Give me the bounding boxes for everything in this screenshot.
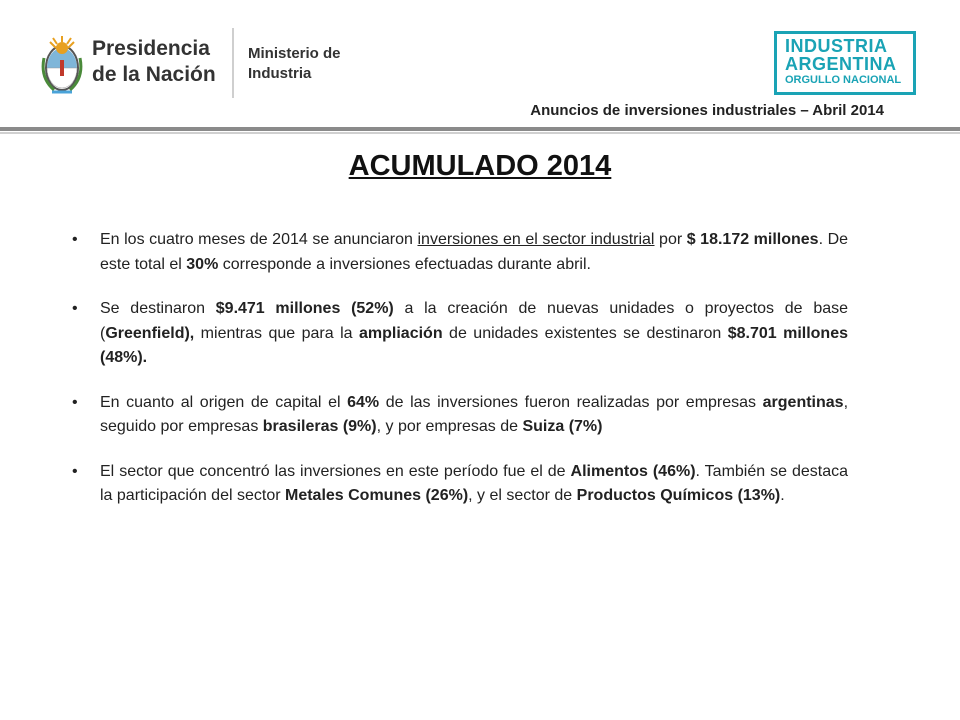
bullet-text-segment: por bbox=[654, 231, 687, 248]
bullet-item bbox=[70, 297, 848, 371]
industria-logo-line3: ORGULLO NACIONAL bbox=[785, 74, 902, 86]
presidencia-line2: de la Nación bbox=[92, 63, 216, 86]
bullet-text-segment: Alimentos (46%) bbox=[570, 462, 696, 480]
bullet-item bbox=[70, 391, 848, 440]
bullet-text-segment: , y por empresas de bbox=[376, 418, 523, 435]
bullet-text-segment: En cuanto al origen de capital el bbox=[100, 393, 348, 411]
bullet-text-segment: ampliación bbox=[359, 324, 443, 342]
industria-logo-line2: ARGENTINA bbox=[785, 54, 897, 74]
bullet-dot-icon: • bbox=[72, 393, 78, 411]
bullet-text-segment: brasileras (9%) bbox=[262, 418, 377, 435]
national-seal-icon bbox=[40, 28, 84, 100]
bullet-dot-icon: • bbox=[72, 462, 78, 480]
bullet-text-segment: En los cuatro meses de 2014 se anunciaron bbox=[100, 231, 418, 248]
bullet-item bbox=[70, 460, 848, 509]
bullet-text-segment: 64% bbox=[347, 393, 380, 411]
bullet-dot-icon: • bbox=[72, 231, 78, 248]
bullet-text-segment: inversiones en el sector industrial bbox=[417, 231, 655, 248]
bullet-text-segment: Productos Químicos (13%) bbox=[576, 487, 781, 504]
bullet-text-segment: corresponde a inversiones efectuadas durante abril. bbox=[218, 255, 591, 273]
header-rule-shadow bbox=[0, 132, 960, 134]
bullet-text-segment: . De este total el bbox=[100, 231, 849, 273]
ministerio-wordmark bbox=[248, 44, 341, 84]
bullet-text-segment: a la creación de nuevas unidades o proyectos de base ( bbox=[100, 300, 849, 342]
bullet-text-segment: de unidades existentes se destinaron bbox=[442, 324, 728, 342]
page-title: ACUMULADO 2014 bbox=[348, 150, 612, 182]
presidencia-line1: Presidencia bbox=[92, 37, 210, 60]
ministerio-line2: Industria bbox=[248, 65, 312, 82]
presidencia-logo bbox=[40, 28, 380, 102]
bullet-item bbox=[70, 228, 848, 277]
bullet-text-segment: Metales Comunes (26%) bbox=[284, 487, 469, 504]
header-rule bbox=[0, 127, 960, 131]
industria-logo-line1: INDUSTRIA bbox=[785, 36, 888, 56]
bullet-text-segment: Greenfield), bbox=[105, 324, 195, 342]
bullet-text-segment: Se destinaron bbox=[100, 300, 216, 317]
bullet-text-segment: $8.701 millones (48%). bbox=[100, 324, 848, 366]
bullet-text-segment: mientras que para la bbox=[194, 324, 360, 342]
bullet-text-segment: argentinas bbox=[762, 393, 844, 411]
bullet-dot-icon: • bbox=[72, 300, 78, 317]
bullet-text-segment: . bbox=[780, 487, 785, 504]
presidencia-wordmark bbox=[92, 36, 216, 88]
industria-argentina-logo bbox=[774, 31, 916, 95]
bullet-text-segment: El sector que concentró las inversiones en este período fue el de bbox=[100, 462, 571, 480]
bullet-text-segment: de las inversiones fueron realizadas por empresas bbox=[379, 393, 763, 411]
header-subtitle: Anuncios de inversiones industriales – Abril 2014 bbox=[530, 102, 884, 119]
ministerio-line1: Ministerio de bbox=[248, 45, 341, 62]
logo-divider bbox=[232, 28, 234, 98]
bullet-text-segment: $ 18.172 millones bbox=[686, 231, 819, 248]
bullet-text-segment: , seguido por empresas bbox=[100, 393, 849, 435]
bullet-list bbox=[70, 228, 848, 529]
bullet-text-segment: Suiza (7%) bbox=[522, 418, 603, 435]
bullet-text-segment: , y el sector de bbox=[468, 487, 577, 504]
bullet-text-segment: $9.471 millones (52%) bbox=[215, 300, 394, 317]
bullet-text-segment: . También se destaca la participación del sector bbox=[100, 462, 849, 504]
bullet-text-segment: 30% bbox=[186, 255, 219, 273]
